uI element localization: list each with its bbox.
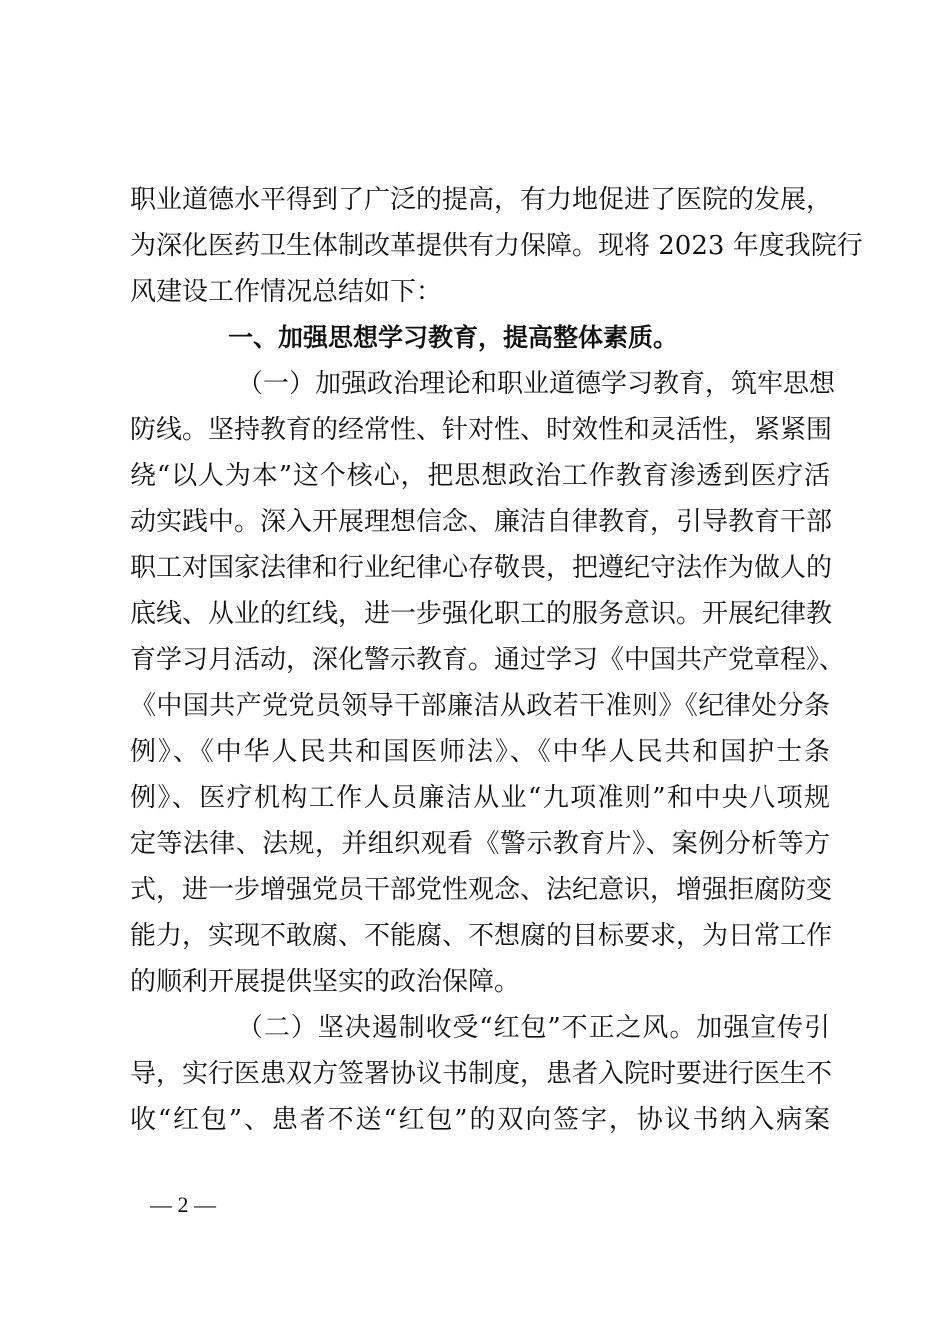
paragraph-line: 定等法律、法规，并组织观看《警示教育片》、案例分析等方 — [130, 829, 830, 859]
paragraph-line: 《中国共产党党员领导干部廉洁从政若干准则》《纪律处分条 — [130, 691, 830, 721]
paragraph-line: 例》、医疗机构工作人员廉洁从业“九项准则”和中央八项规 — [130, 783, 830, 813]
paragraph-line: 绕“以人为本”这个核心，把思想政治工作教育渗透到医疗活 — [130, 461, 830, 491]
paragraph-line: 职业道德水平得到了广泛的提高，有力地促进了医院的发展， — [130, 185, 833, 215]
paragraph-line: 例》、《中华人民共和国医师法》、《中华人民共和国护士条 — [130, 737, 830, 767]
page-number: — 2 — — [150, 1192, 216, 1217]
paragraph-line: 职工对国家法律和行业纪律心存敬畏，把遵纪守法作为做人的 — [130, 553, 833, 583]
paragraph-line: 为深化医药卫生体制改革提供有力保障。现将 2023 年度我院行 — [130, 231, 863, 261]
paragraph-line: 风建设工作情况总结如下： — [130, 277, 443, 307]
subsection-heading-1: （一）加强政治理论和职业道德学习教育，筑牢思想 — [237, 369, 836, 399]
paragraph-line: 导，实行医患双方签署协议书制度，患者入院时要进行医生不 — [130, 1059, 833, 1089]
section-heading: 一、加强思想学习教育，提高整体素质。 — [228, 323, 679, 352]
paragraph-line: 式，进一步增强党员干部党性观念、法纪意识，增强拒腐防变 — [130, 875, 833, 905]
subsection-heading-2: （二）坚决遏制收受“红包”不正之风。加强宣传引 — [237, 1013, 830, 1043]
paragraph-line: 底线、从业的红线，进一步强化职工的服务意识。开展纪律教 — [130, 599, 833, 629]
paragraph-line: 育学习月活动，深化警示教育。通过学习《中国共产党章程》、 — [130, 645, 846, 675]
paragraph-line: 能力，实现不敢腐、不能腐、不想腐的目标要求，为日常工作 — [130, 921, 833, 951]
paragraph-line: 动实践中。深入开展理想信念、廉洁自律教育，引导教育干部 — [130, 507, 833, 537]
paragraph-line: 防线。坚持教育的经常性、针对性、时效性和灵活性，紧紧围 — [130, 415, 833, 445]
paragraph-line: 收“红包”、患者不送“红包”的双向签字，协议书纳入病案 — [130, 1105, 830, 1135]
paragraph-line: 的顺利开展提供坚实的政治保障。 — [130, 967, 521, 997]
